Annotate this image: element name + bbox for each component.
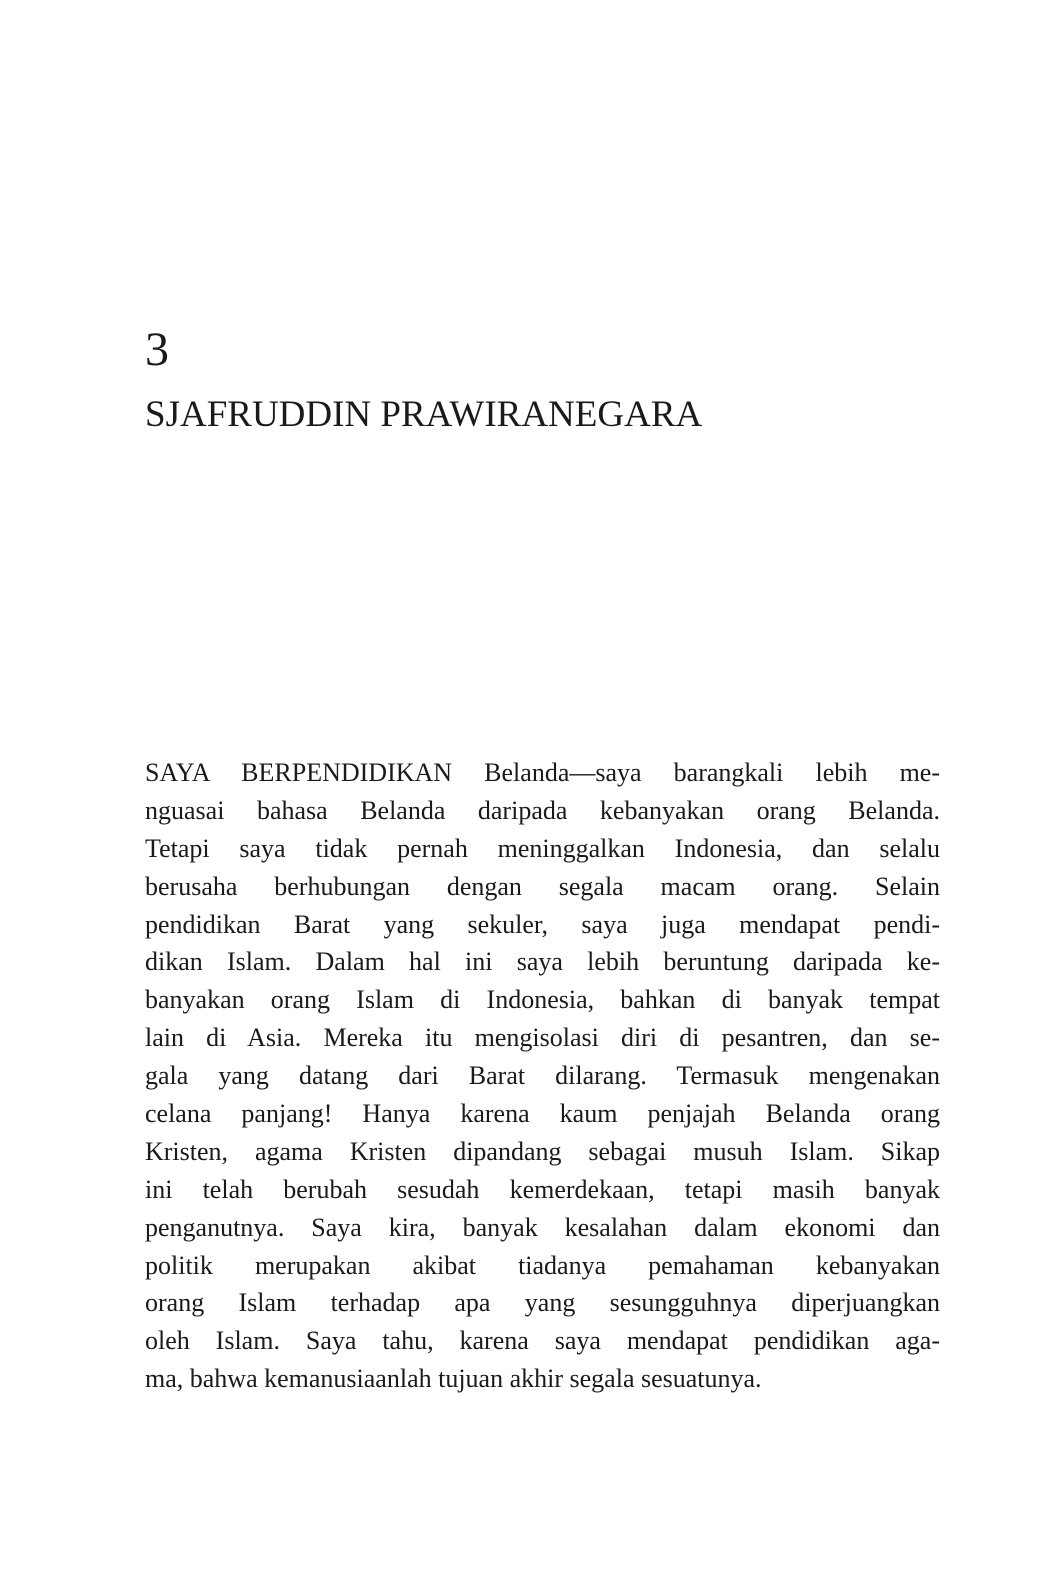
body-paragraph (145, 754, 940, 1398)
paragraph-line: penganutnya. Saya kira, banyak kesalahan dalam ekonomi dan (145, 1212, 940, 1242)
paragraph-line: lain di Asia. Mereka itu mengisolasi diri di pesantren, dan se- (145, 1023, 940, 1053)
paragraph-line: banyakan orang Islam di Indonesia, bahkan di banyak tempat (145, 985, 940, 1015)
paragraph-line: nguasai bahasa Belanda daripada kebanyakan orang Belanda. (145, 795, 940, 825)
paragraph-line: gala yang datang dari Barat dilarang. Termasuk mengenakan (145, 1061, 940, 1091)
paragraph-line: Tetapi saya tidak pernah meninggalkan Indonesia, dan selalu (145, 833, 940, 863)
paragraph-line: SAYA BERPENDIDIKAN Belanda—saya barangkali lebih me- (145, 758, 940, 787)
paragraph-line: celana panjang! Hanya karena kaum penjajah Belanda orang (145, 1099, 940, 1129)
paragraph-line: dikan Islam. Dalam hal ini saya lebih beruntung daripada ke- (145, 947, 940, 977)
chapter-title: SJAFRUDDIN PRAWIRANEGARA (145, 394, 703, 435)
paragraph-line: berusaha berhubungan dengan segala macam orang. Selain (145, 871, 940, 901)
paragraph-line: ma, bahwa kemanusiaanlah tujuan akhir segala sesuatunya. (145, 1364, 762, 1394)
paragraph-line: orang Islam terhadap apa yang sesungguhnya diperjuangkan (145, 1288, 940, 1318)
chapter-number: 3 (145, 323, 169, 376)
paragraph-line: politik merupakan akibat tiadanya pemahaman kebanyakan (145, 1250, 940, 1280)
paragraph-line: oleh Islam. Saya tahu, karena saya mendapat pendidikan aga- (145, 1326, 940, 1356)
paragraph-line: ini telah berubah sesudah kemerdekaan, tetapi masih banyak (145, 1174, 940, 1204)
paragraph-line: Kristen, agama Kristen dipandang sebagai musuh Islam. Sikap (145, 1136, 940, 1166)
paragraph-line: pendidikan Barat yang sekuler, saya juga mendapat pendi- (145, 909, 940, 939)
